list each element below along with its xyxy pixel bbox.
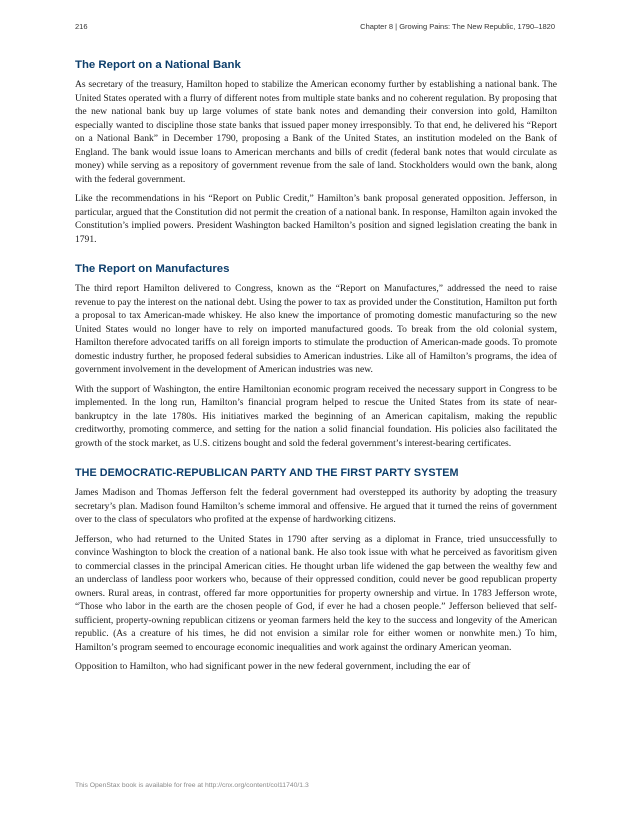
section-heading: THE DEMOCRATIC-REPUBLICAN PARTY AND THE FIRST PARTY SYSTEM xyxy=(75,467,459,479)
paragraph: As secretary of the treasury, Hamilton hoped to stabilize the American economy further by establishing a national bank. The United States operated with a flurry of different notes from multiple state banks and no coherent regulation. By proposing that the new national bank buy up large volumes of state bank notes and demanding their conversion into gold, Hamilton especially wanted to discipline those state banks that issued paper money irresponsibly. To that end, he delivered his “Report on a National Bank” in December 1790, proposing a Bank of the United States, an institution modeled on the Bank of England. The bank would issue loans to American merchants and bills of credit (federal bank notes that would circulate as money) while serving as a repository of government revenue from the sale of land. Stockholders would own the bank, along with the federal government. xyxy=(75,79,557,185)
section-democratic-republican-party xyxy=(75,466,557,674)
chapter-title: Chapter 8 | Growing Pains: The New Republic, 1790–1820 xyxy=(360,22,555,31)
paragraph: Like the recommendations in his “Report on Public Credit,” Hamilton’s bank proposal generated opposition. Jefferson, in particular, argued that the Constitution did not permit the creation of a national bank. In response, Hamilton again invoked the Constitution’s implied powers. President Washington backed Hamilton’s position and signed legislation creating the bank in 1791. xyxy=(75,193,557,245)
paragraph: Opposition to Hamilton, who had significant power in the new federal government, including the ear of xyxy=(75,661,471,672)
section-heading: The Report on Manufactures xyxy=(75,263,230,275)
paragraph: Jefferson, who had returned to the United States in 1790 after serving as a diplomat in France, tried unsuccessfully to convince Washington to block the creation of a national bank. He also took issue with what he perceived as favoritism given to commercial classes in the principal American cities. He thought urban life widened the gap between the wealthy few and an underclass of landless poor workers who, because of their oppressed condition, could never be good republican property owners. Rural areas, in contrast, offered far more opportunities for property ownership and virtue. In 1783 Jefferson wrote, “Those who labor in the earth are the chosen people of God, if ever he had a chosen people.” Jefferson believed that self-sufficient, property-owning republican citizens or yeoman farmers held the key to the success and longevity of the American republic. (As a creature of his times, he did not envision a similar role for either women or nonwhite men.) To him, Hamilton’s program seemed to encourage economic inequalities and work against the ordinary American yeoman. xyxy=(75,533,557,653)
section-manufactures xyxy=(75,262,557,450)
paragraph: James Madison and Thomas Jefferson felt the federal government had overstepped its authority by adopting the treasury secretary’s plan. Madison found Hamilton’s scheme immoral and offensive. He argued that it turned the reins of government over to the class of speculators who profited at the expense of hardworking citizens. xyxy=(75,487,557,525)
section-national-bank xyxy=(75,58,557,246)
paragraph: The third report Hamilton delivered to Congress, known as the “Report on Manufactures,” addressed the need to raise revenue to pay the interest on the national debt. Using the power to tax as provided under the Constitution, Hamilton put forth a proposal to tax American-made whiskey. He also knew the importance of promoting domestic manufacturing so the new United States would no longer have to rely on imported manufactured goods. To break from the old colonial system, Hamilton therefore advocated tariffs on all foreign imports to stimulate the production of American-made goods. To promote domestic industry further, he proposed federal subsidies to American industries. Like all of Hamilton’s programs, the idea of government involvement in the development of American industries was new. xyxy=(75,283,557,375)
page-footer: This OpenStax book is available for free at http://cnx.org/content/col11740/1.3 xyxy=(75,782,309,789)
paragraph: With the support of Washington, the entire Hamiltonian economic program received the necessary support in Congress to be implemented. In the long run, Hamilton’s financial program helped to rescue the United States from its state of near-bankruptcy in the late 1780s. His initiatives marked the beginning of an American capitalism, making the republic creditworthy, promoting commerce, and setting for the nation a solid financial foundation. His policies also facilitated the growth of the stock market, as U.S. citizens bought and sold the federal government’s interest-bearing certificates. xyxy=(75,383,557,449)
section-heading: The Report on a National Bank xyxy=(75,59,241,71)
page-content xyxy=(75,58,557,680)
page-header xyxy=(75,22,555,34)
page-number: 216 xyxy=(75,22,88,31)
